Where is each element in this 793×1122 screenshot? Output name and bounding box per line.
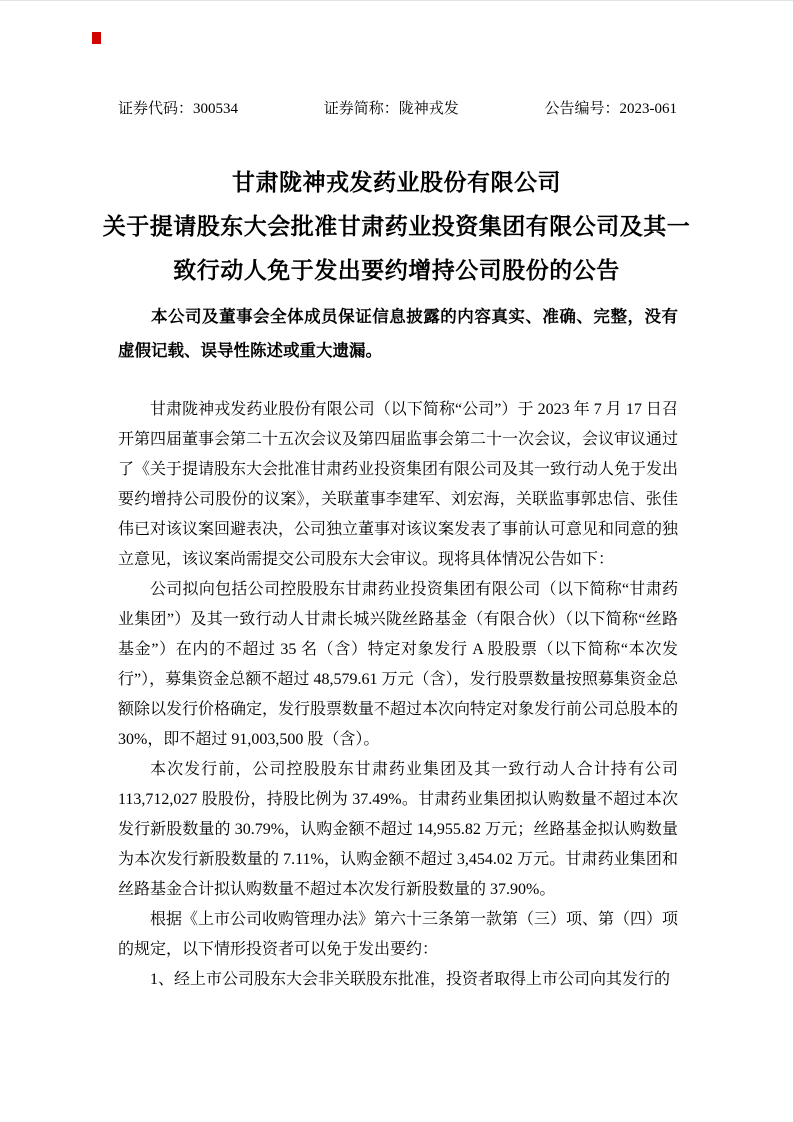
document-body bbox=[118, 395, 678, 995]
body-paragraph-meeting: 甘肃陇神戎发药业股份有限公司（以下简称“公司”）于 2023 年 7 月 17 日召开第四届董事会第二十五次会议及第四届监事会第二十一次会议，会议审议通过了《关于提请股东大会批准甘肃药业投资集团有限公司及其一致行动人免于发出要约增持公司股份的议案》，关联董事李建军、刘宏海，关联监事郭忠信、张佳伟已对该议案回避表决，公司独立董事对该议案发表了事前认可意见和同意的独立意见，该议案尚需提交公司股东大会审议。现将具体情况公告如下： bbox=[118, 401, 679, 568]
stock-code-label: 证券代码：300534 bbox=[118, 101, 239, 117]
title-line-subject-1: 关于提请股东大会批准甘肃药业投资集团有限公司及其一 bbox=[102, 214, 691, 239]
body-paragraph-shareholding: 本次发行前，公司控股股东甘肃药业集团及其一致行动人合计持有公司 113,712,027 股股份，持股比例为 37.49%。甘肃药业集团拟认购数量不超过本次发行新股数量的 30.79%，认购金额不超过 14,955.82 万元；丝路基金拟认购数量为本次发行新股数量的 7.11%，认购金额不超过 3,454.02 万元。甘肃药业集团和丝路基金合计拟认购数量不超过本次发行新股数量的 37.90%。 bbox=[118, 761, 678, 898]
body-paragraph-regulation: 根据《上市公司收购管理办法》第六十三条第一款第（三）项、第（四）项的规定，以下情形投资者可以免于发出要约： bbox=[118, 911, 679, 958]
title-line-subject-2: 致行动人免于发出要约增持公司股份的公告 bbox=[173, 258, 620, 283]
red-annotation-mark bbox=[92, 32, 101, 44]
document-header bbox=[118, 97, 677, 118]
stock-name-label: 证券简称：陇神戎发 bbox=[323, 101, 459, 117]
title-line-company: 甘肃陇神戎发药业股份有限公司 bbox=[232, 170, 561, 195]
document-title bbox=[60, 161, 733, 293]
body-paragraph-issuance-plan: 公司拟向包括公司控股股东甘肃药业投资集团有限公司（以下简称“甘肃药业集团”）及其一致行动人甘肃长城兴陇丝路基金（有限合伙）（以下简称“丝路基金”）在内的不超过 35 名（含）特定对象发行 A 股股票（以下简称“本次发行”），募集资金总额不超过 48,579.61 万元（含），发行股票数量按照募集资金总额除以发行价格确定，发行股票数量不超过本次向特定对象发行前公司总股本的 30%，即不超过 91,003,500 股（含）。 bbox=[118, 581, 679, 748]
body-paragraph-item-1: 1、经上市公司股东大会非关联股东批准，投资者取得上市公司向其发行的 bbox=[150, 971, 671, 988]
announcement-number-label: 公告编号：2023-061 bbox=[544, 101, 677, 117]
board-disclaimer-notice: 本公司及董事会全体成员保证信息披露的内容真实、准确、完整，没有虚假记载、误导性陈述或重大遗漏。 bbox=[118, 307, 678, 360]
